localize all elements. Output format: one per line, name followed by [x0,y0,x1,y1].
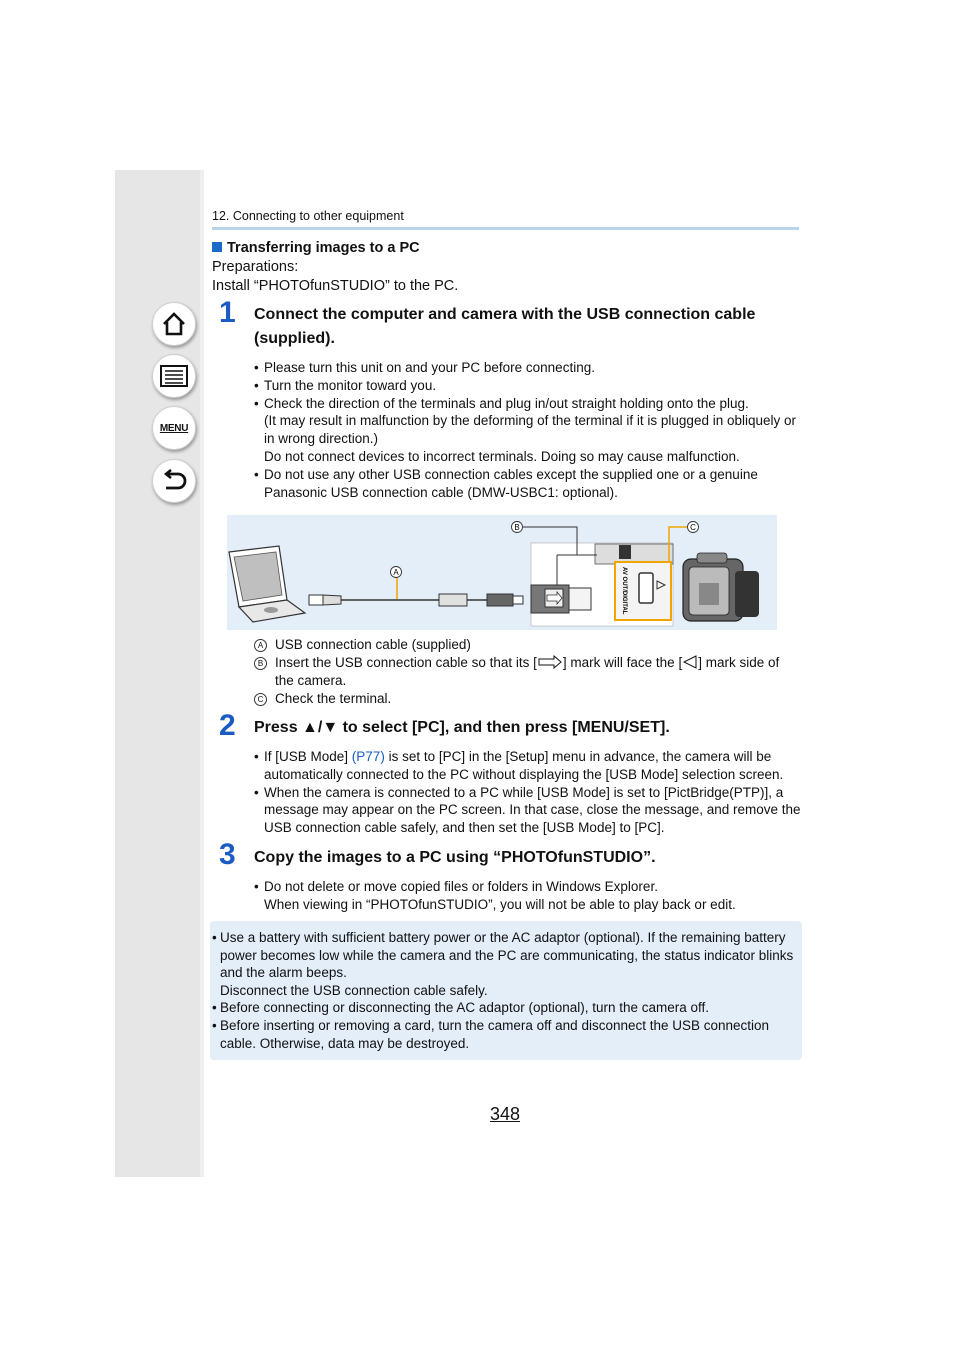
usb-cable-icon [309,594,523,606]
legend-key: A [254,639,267,652]
list-item: • Before connecting or disconnecting the AC adaptor (optional), turn the camera off. [212,999,798,1017]
legend-item-b [254,654,799,690]
home-icon [161,311,187,337]
square-bullet-icon [212,242,222,252]
step-1-bullets [254,359,802,501]
triangle-mark-icon [682,655,698,669]
bullet-continuation: Do not connect devices to incorrect terminals. Doing so may cause malfunction. [264,448,740,464]
page-link-p77[interactable]: (P77) [351,749,385,764]
list-item: • Turn the monitor toward you. [254,377,802,395]
preparations-text: Install “PHOTOfunSTUDIO” to the PC. [212,278,459,294]
legend-text: Insert the USB connection cable so that its [ [275,655,537,670]
list-item: • When the camera is connected to a PC while [USB Mode] is set to [PictBridge(PTP)], a message may appear on the PC screen. In that case, close the message, and remove the USB connection cable safely, and then set the [USB Mode] to [PC]. [254,784,802,837]
list-item: • Before inserting or removing a card, turn the camera off and disconnect the USB connection cable. Otherwise, data may be destroyed. [212,1017,798,1052]
legend-item-a [254,636,799,654]
section-title-text: Transferring images to a PC [227,240,420,256]
contents-button[interactable] [152,354,196,398]
list-item: • Do not use any other USB connection cables except the supplied one or a genuine Panasonic USB connection cable (DMW-USBC1: optional). [254,466,802,502]
figure-label-b: B [514,523,520,532]
step-2-title: Press ▲/▼ to select [PC], and then press [MENU/SET]. [254,719,670,736]
sidebar-edge [200,170,204,1177]
legend-text: Check the terminal. [275,691,392,706]
figure-label-c: C [690,523,696,532]
legend-item-c [254,690,799,708]
step-1-title: Connect the computer and camera with the USB connection cable (supplied). [254,306,756,347]
bullet-continuation: When viewing in “PHOTOfunSTUDIO”, you will not be able to play back or edit. [264,896,736,912]
breadcrumb: 12. Connecting to other equipment [212,209,404,223]
step-3-bullets [254,878,802,914]
menu-label: MENU [159,422,189,434]
note-list [212,929,798,1052]
step-2-number: 2 [219,709,236,742]
page-number: 348 [490,1104,521,1124]
figure-label-a: A [393,568,399,577]
list-item: • Do not delete or move copied files or folders in Windows Explorer. When viewing in “PHOTOfunSTUDIO”, you will not be able to play back or edit. [254,878,802,914]
legend-text: USB connection cable (supplied) [275,637,471,652]
step-2-bullets [254,748,802,837]
return-icon [160,469,188,493]
legend-text: ] mark side of the camera. [275,655,780,688]
home-button[interactable] [152,302,196,346]
bullet-continuation: Disconnect the USB connection cable safely. [220,982,488,998]
note-box [210,921,802,1060]
legend-text: ] mark will face the [ [562,655,683,670]
figure-legend [254,636,799,708]
header-rule [212,227,799,230]
menu-button[interactable] [152,406,196,450]
list-icon [160,365,188,387]
back-button[interactable] [152,459,196,503]
step-3-title: Copy the images to a PC using “PHOTOfunSTUDIO”. [254,849,656,866]
list-item: • Use a battery with sufficient battery power or the AC adaptor (optional). If the remaining battery power becomes low while the camera and the PC are communicating, the status indicator blinks and the alarm beeps. Disconnect the USB connection cable safely. [212,929,798,999]
port-label: AV OUT/DIGITAL [621,567,627,615]
legend-key: B [254,657,267,670]
arrow-mark-icon [537,655,563,669]
list-item: • Please turn this unit on and your PC before connecting. [254,359,802,377]
legend-key: C [254,693,267,706]
camera-icon [683,553,759,621]
usb-plug-detail [531,585,591,613]
section-title [212,240,420,256]
laptop-icon [229,546,305,622]
step-1-number: 1 [219,296,236,329]
list-item: • If [USB Mode] (P77) is set to [PC] in the [Setup] menu in advance, the camera will be automatically connected to the PC without displaying the [USB Mode] selection screen. [254,748,802,784]
preparations-label: Preparations: [212,259,299,275]
step-3-number: 3 [219,838,236,871]
bullet-continuation: (It may result in malfunction by the deforming of the terminal if it is plugged in obliquely or in wrong direction.) [264,413,797,447]
usb-connection-illustration [227,515,777,630]
list-item: • Check the direction of the terminals and plug in/out straight holding onto the plug. (It may result in malfunction by the deforming of the terminal if it is plugged in obliquely or in wrong direction.) Do not connect devices to incorrect terminals. Doing so may cause malfunction. [254,395,802,466]
usb-connection-figure [227,515,777,630]
